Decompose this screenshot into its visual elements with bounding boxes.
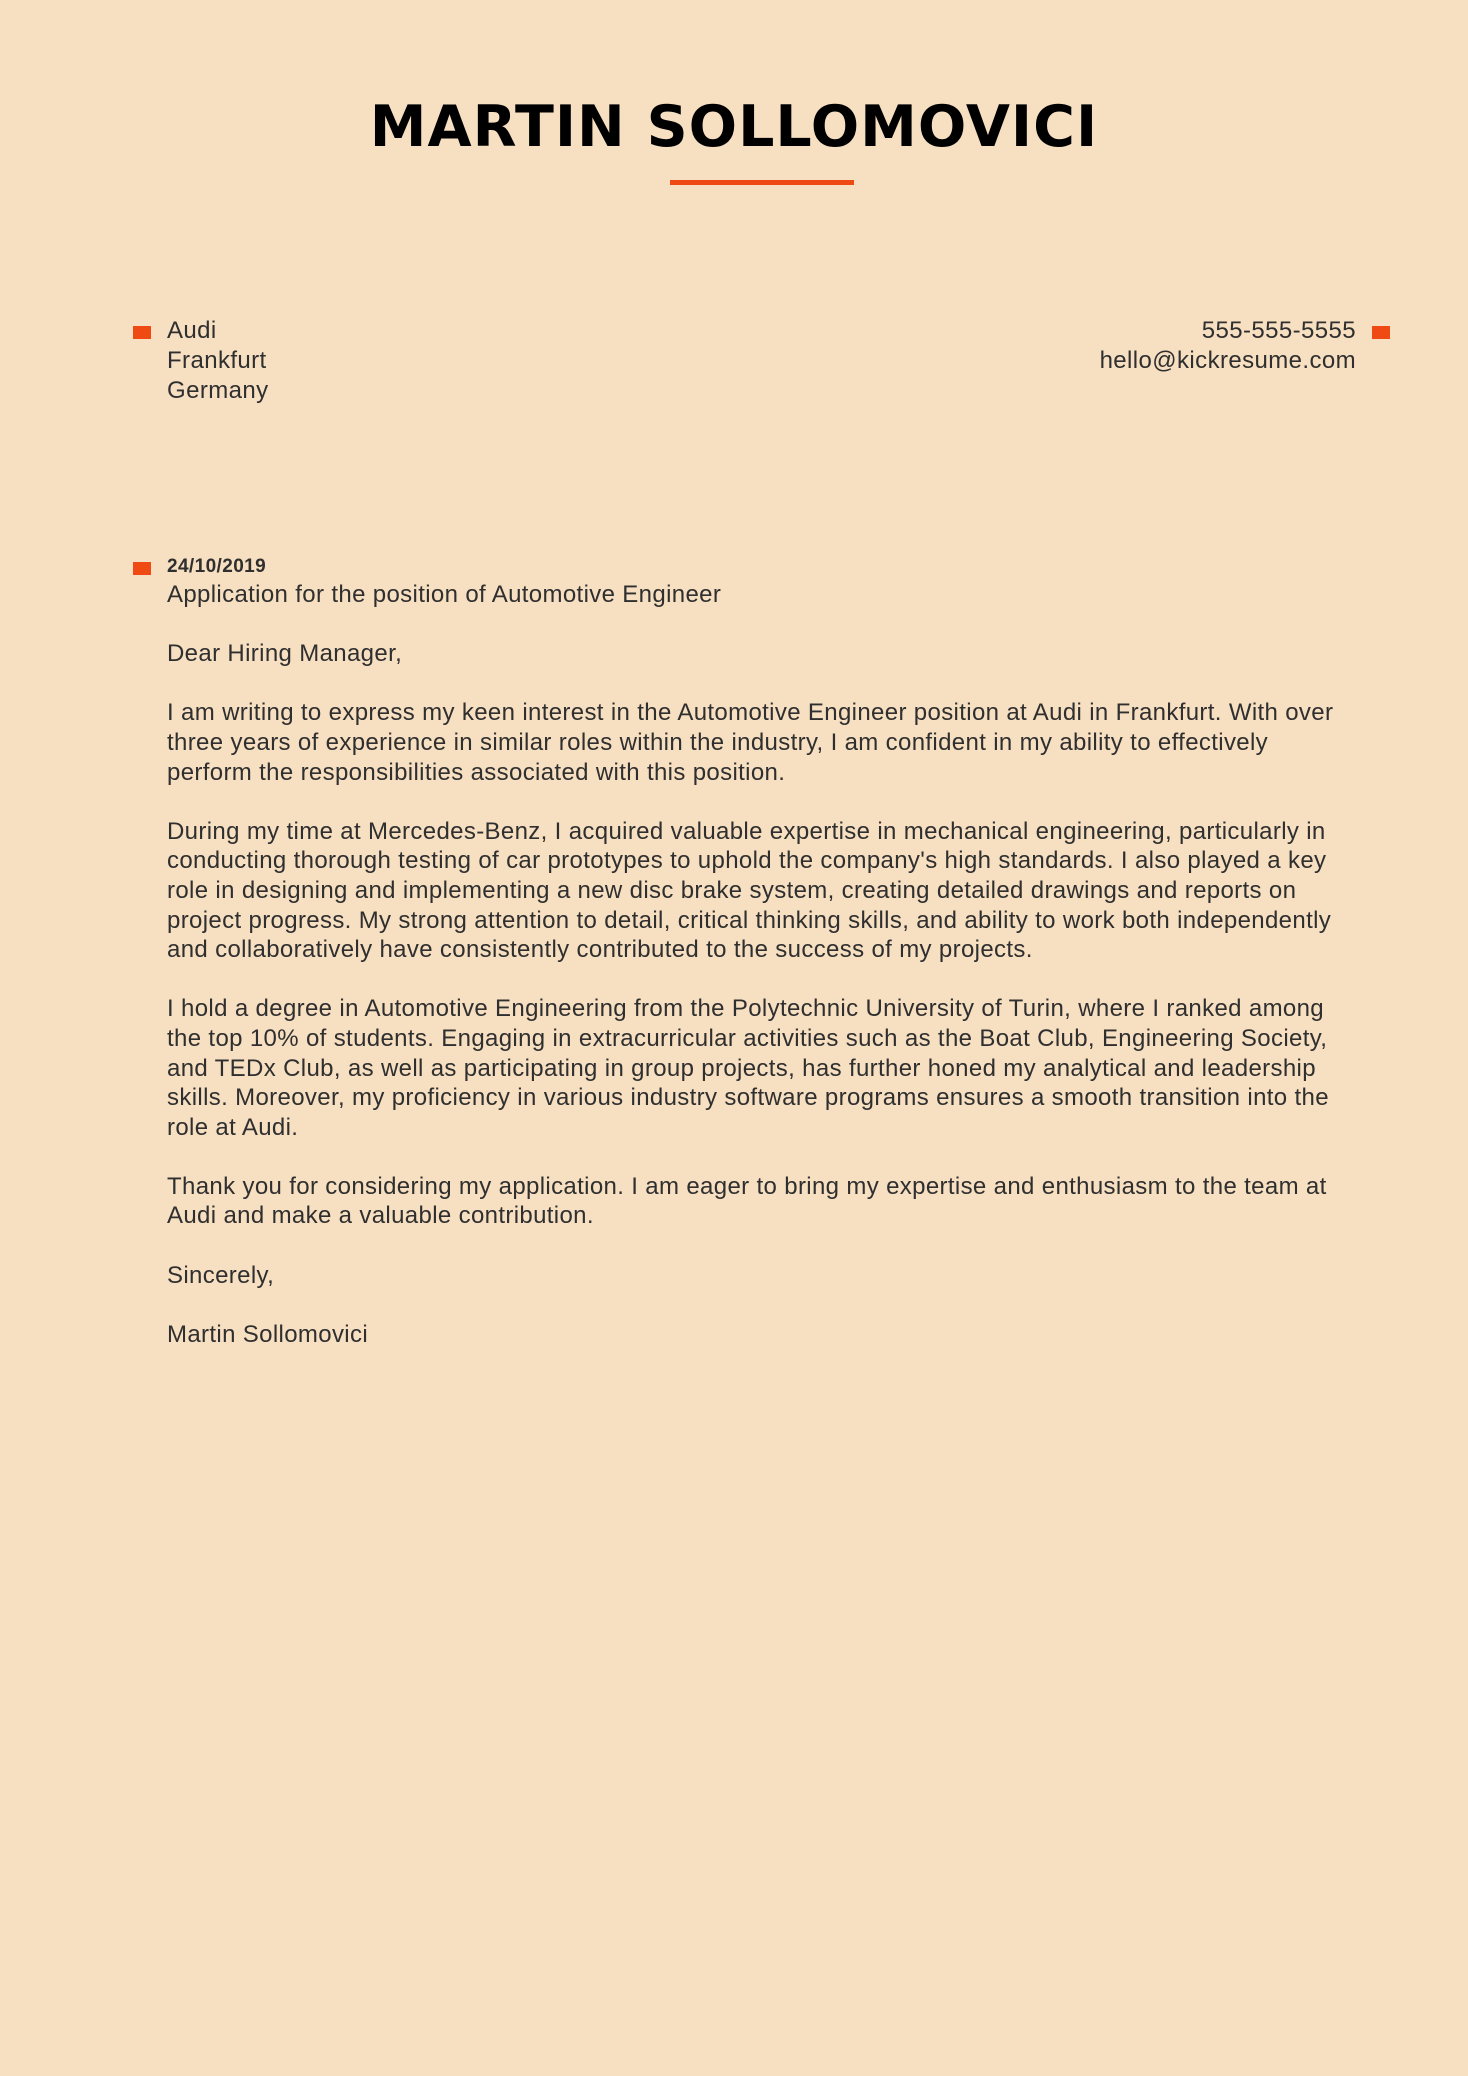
recipient-address (167, 316, 269, 406)
name-underline-accent (670, 180, 854, 185)
letter-date: 24/10/2019 (167, 556, 267, 577)
letter-closing: Sincerely, (167, 1261, 275, 1289)
letter-paragraph: I am writing to express my keen interest in the Automotive Engineer position at Audi in Frankfurt. With over three years of experience in similar roles within the industry, I am confident in my ability to effectively perform the responsibilities associated with this position. (167, 699, 1334, 786)
letter-body (167, 554, 1357, 1379)
letter-paragraph: During my time at Mercedes-Benz, I acquired valuable expertise in mechanical engineering, particularly in conducting thorough testing of car prototypes to uphold the company's high standards. I also played a key role in designing and implementing a new disc brake system, creating detailed drawings and reports on project progress. My strong attention to detail, critical thinking skills, and ability to work both independently and collaboratively have consistently contributed to the success of my projects. (167, 817, 1332, 964)
letter-subject: Application for the position of Automotive Engineer (167, 581, 722, 608)
applicant-name: MARTIN SOLLOMOVICI (369, 94, 1099, 160)
contact-marker-icon (1372, 326, 1390, 339)
recipient-marker-icon (133, 326, 151, 339)
letter-greeting: Dear Hiring Manager, (167, 640, 403, 668)
recipient-company: Audi (167, 317, 217, 344)
date-marker-icon (133, 562, 151, 575)
letter-signature: Martin Sollomovici (167, 1320, 369, 1348)
recipient-country: Germany (167, 377, 269, 404)
letter-paragraph: I hold a degree in Automotive Engineering from the Polytechnic University of Turin, where I ranked among the top 10% of students. Engaging in extracurricular activities such as the Boat Club, Engineering Society, and TEDx Club, as well as participating in group projects, has further honed my analytical and leadership skills. Moreover, my proficiency in various industry software programs ensures a smooth transition into the role at Audi. (167, 995, 1329, 1141)
contact-email: hello@kickresume.com (1099, 347, 1356, 374)
contact-phone: 555-555-5555 (1201, 317, 1356, 344)
recipient-city: Frankfurt (167, 347, 267, 374)
sender-contact (1100, 316, 1356, 376)
letter-paragraph: Thank you for considering my application. I am eager to bring my expertise and enthusiasm to the team at Audi and make a valuable contribution. (167, 1172, 1327, 1230)
